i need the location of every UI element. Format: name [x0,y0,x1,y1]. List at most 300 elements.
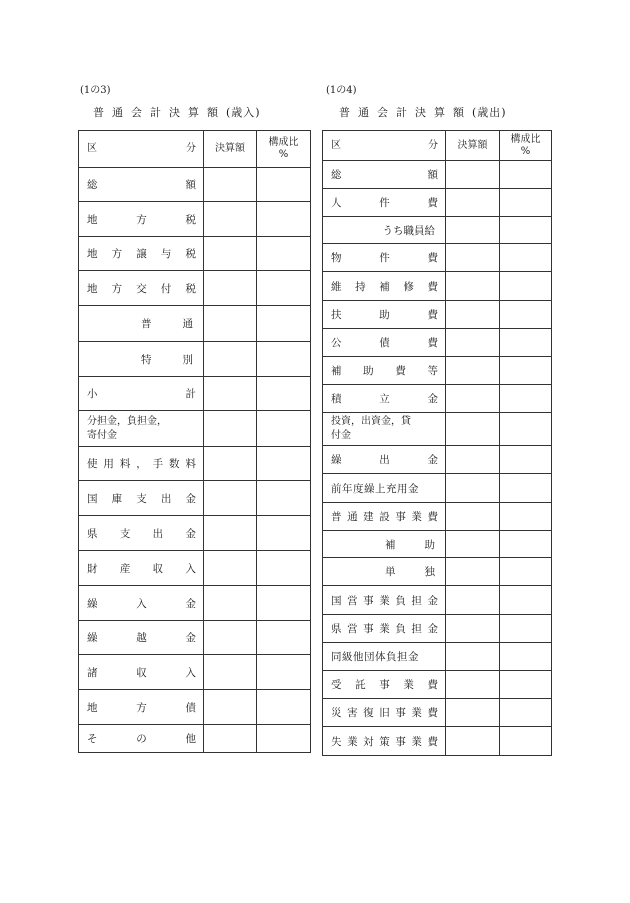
label-char: 事 [395,735,406,748]
label-char: 業 [347,735,358,748]
ratio-cell [257,655,311,690]
label-char: 地 [87,213,98,226]
row-label [79,526,203,541]
label-char: 等 [427,365,438,377]
label-char: 繰 [87,597,98,610]
table-title-expenditure [339,104,507,120]
ratio-cell [257,168,311,202]
label-char: 金 [185,632,196,644]
ratio-cell [500,329,552,357]
table-row [79,725,311,753]
label-char: 費 [427,309,438,321]
amount-cell [204,202,257,237]
amount-cell [204,377,257,411]
table-row [79,411,311,447]
row-label [79,143,203,155]
label-char: 事 [395,707,406,719]
label-char: 費 [427,280,438,293]
amount-cell [446,413,500,446]
amount-cell [446,272,500,301]
amount-cell [204,306,257,342]
amount-cell [204,690,257,725]
ratio-cell [500,446,552,474]
label-char: 積 [331,393,342,405]
row-label [79,456,203,471]
label-char: 譲 [136,248,147,260]
label-char: 産 [119,562,131,575]
amount-cell [446,503,500,531]
label-char: 手 [152,458,164,470]
row-label [323,452,445,467]
table-title-revenue [93,104,261,120]
label-char: 区 [331,139,341,151]
row-label [323,593,445,608]
label-char: 費 [395,365,406,377]
row-label [79,386,203,401]
row-label [323,705,445,720]
ratio-cell [500,699,552,727]
label-char: 通 [347,511,358,523]
page-label-left: (1の3) [80,85,111,96]
label-char: 料 [119,458,131,470]
ratio-cell [500,586,552,615]
ratio-cell [257,271,311,306]
label-char: 営 [347,594,358,607]
label-char: 普 [331,511,342,523]
ratio-cell [500,474,552,503]
label-char: 金 [185,527,196,540]
amount-cell [204,168,257,202]
ratio-cell [500,301,552,329]
table-row [79,202,311,237]
label-char: 県 [87,527,98,540]
label-char: 補 [385,538,396,551]
ratio-cell [500,643,552,671]
label-char: 業 [379,594,390,607]
label-char: 業 [411,735,422,748]
amount-cell [446,474,500,503]
label-char: 助 [379,309,390,321]
table-row [79,655,311,690]
amount-cell [446,217,500,244]
label-char: 税 [185,213,196,226]
table-row [323,244,552,272]
ratio-cell [500,413,552,446]
ratio-cell [257,202,311,237]
ratio-cell [500,727,552,756]
label-char: 事 [379,679,390,691]
amount-cell [204,411,257,447]
label-char: 費 [427,252,438,264]
ratio-cell [500,217,552,244]
label-char: 人 [331,197,342,209]
amount-cell [446,244,500,272]
amount-cell [204,342,257,377]
table-row [323,474,552,503]
row-label [323,537,445,552]
label-char: 他 [185,733,196,745]
table-row [79,690,311,725]
label-char: 託 [355,679,366,691]
table-row [323,272,552,301]
label-char: 税 [185,282,196,295]
ratio-cell [257,551,311,586]
label-char: の [136,733,147,745]
amount-cell [204,271,257,306]
amount-cell [204,621,257,655]
label-char: 助 [424,538,435,551]
table-row [323,413,552,446]
label-char: 助 [363,365,374,377]
row-label [323,734,445,749]
expenditure-table [322,130,552,756]
label-char: 補 [331,365,342,377]
amount-cell [204,725,257,753]
table-row [323,586,552,615]
amount-cell [446,161,500,189]
label-char: 業 [411,707,422,719]
label-char: 災 [331,707,342,719]
label-char: 繰 [331,454,342,466]
row-label [79,665,203,680]
label-char: 建 [363,511,374,523]
label-char: 事 [363,623,374,635]
row-label [79,731,203,746]
table-row [79,342,311,377]
label-char: 入 [185,562,196,575]
row-label [323,335,445,350]
amount-cell [204,551,257,586]
table-row [323,385,552,413]
ratio-cell [257,411,311,447]
table-row [323,446,552,474]
label-char: 国 [87,492,98,505]
label-char: 用 [103,458,114,470]
ratio-cell [257,725,311,753]
amount-cell [446,446,500,474]
header-category [323,131,446,161]
label-char: 費 [427,707,438,719]
row-label [323,509,445,524]
label-char: 額 [427,169,438,181]
label-char: 料 [185,458,196,470]
row-label [323,564,445,579]
row-label [79,700,203,715]
label-char: 付 [160,282,172,295]
label-char: 財 [87,562,98,575]
header-amount: 決算額 [446,131,500,161]
table-row [323,503,552,531]
label-char: 方 [136,701,147,714]
header-amount: 決算額 [204,131,257,168]
page-label-right: (1の4) [326,85,357,96]
label-char: 支 [119,527,131,540]
row-label [323,363,445,378]
label-char: 方 [111,282,123,295]
table-row [323,301,552,329]
label-char: 独 [424,566,435,578]
amount-cell [446,586,500,615]
row-label [79,352,203,367]
table-row [79,447,311,481]
table-row [79,168,311,202]
amount-cell [204,447,257,481]
label-char: 修 [403,280,414,293]
label-char: 金 [427,623,438,635]
label-char: 方 [136,213,147,226]
amount-cell [204,655,257,690]
label-char: 県 [331,623,342,635]
label-char: 出 [379,454,390,466]
label-char: 立 [379,393,390,405]
label-char: 金 [427,594,438,607]
label-char: 営 [347,623,358,635]
amount-cell [446,329,500,357]
label-char: 地 [87,248,98,260]
table-row [79,551,311,586]
row-label [79,212,203,227]
label-char: 担 [411,594,422,607]
ratio-cell [500,272,552,301]
label-char: 担 [411,623,422,635]
row-label: 前年度繰上充用金 [331,482,419,495]
label-char: 金 [427,454,438,466]
header-ratio: 構成比 % [500,131,552,161]
label-char: そ [87,733,98,745]
amount-cell [446,699,500,727]
label-char: 交 [136,282,147,295]
ratio-cell [500,531,552,558]
label-char: 額 [185,179,196,191]
ratio-cell [500,161,552,189]
row-label [323,391,445,406]
ratio-cell [257,481,311,516]
label-char: 失 [331,735,342,748]
label-char: 金 [427,393,438,405]
label-char: 分 [186,143,196,154]
label-char: 区 [87,143,97,154]
ratio-cell [500,385,552,413]
ratio-cell [500,671,552,699]
row-label: 投資，出資金，貸 付金 [331,416,411,441]
ratio-cell [257,690,311,725]
label-char: 地 [87,701,98,714]
label-char: 費 [427,337,438,349]
ratio-cell [257,586,311,621]
ratio-cell [257,377,311,411]
label-char: 害 [347,707,358,719]
label-char: 繰 [87,632,98,644]
title-subtitle: (歳入) [226,106,261,119]
amount-cell [446,558,500,586]
table-row [323,161,552,189]
label-char: 数 [169,458,180,470]
row-label: うち職員給 [382,224,435,237]
label-char: 地 [87,282,98,295]
ratio-cell [500,558,552,586]
label-char: 単 [385,566,396,578]
label-char: 越 [136,632,147,644]
amount-cell [204,237,257,271]
table-row [323,558,552,586]
row-label [79,596,203,611]
label-char: 費 [427,679,438,691]
label-char: 入 [136,597,147,610]
table-row [79,271,311,306]
label-char: 出 [152,527,164,540]
amount-cell [446,531,500,558]
label-char: 通 [182,318,193,330]
label-char: 扶 [331,309,342,321]
table-row [323,531,552,558]
amount-cell [446,357,500,385]
amount-cell [446,189,500,217]
ratio-cell [257,237,311,271]
label-char: 費 [427,197,438,209]
label-char: 金 [185,492,196,505]
header-row [323,131,552,161]
label-char: 負 [395,623,406,635]
header-category [79,131,204,168]
row-label: 分担金，負担金， 寄付金 [87,415,167,441]
table-row [323,329,552,357]
label-char: 負 [395,594,406,607]
label-char: 維 [331,280,342,293]
table-row [323,643,552,671]
amount-cell [446,385,500,413]
row-label [79,316,203,331]
label-char: ， [136,458,147,470]
amount-cell [204,516,257,551]
label-char: 債 [379,337,390,349]
table-row [79,481,311,516]
label-char: 持 [355,280,366,293]
label-char: 使 [87,458,98,470]
table-row [79,621,311,655]
row-label: 同級他団体負担金 [331,651,419,663]
label-char: 費 [427,735,438,748]
row-label [323,140,445,152]
label-char: 与 [160,248,172,260]
label-char: 受 [331,679,342,691]
table-row [323,727,552,756]
table-row [323,699,552,727]
title-subtitle: (歳出) [472,106,507,119]
row-label [323,279,445,294]
row-label [79,246,203,261]
table-row [79,377,311,411]
row-label [79,177,203,192]
row-label [79,630,203,645]
label-char: 総 [87,179,98,191]
ratio-cell [257,516,311,551]
label-char: 収 [152,562,164,575]
label-char: 特 [141,353,152,366]
ratio-cell [257,306,311,342]
table-row [79,306,311,342]
header-row [79,131,311,168]
label-char: 補 [379,280,390,293]
table-row [323,671,552,699]
ratio-cell [500,357,552,385]
label-char: 設 [379,511,390,523]
row-label [79,281,203,296]
label-char: 対 [363,735,374,748]
label-char: 支 [136,492,147,505]
label-char: 小 [87,388,98,400]
title-text: 普通会計決算額 [339,106,472,119]
label-char: 公 [331,337,342,349]
table-row [323,189,552,217]
amount-cell [446,643,500,671]
row-label [323,621,445,636]
table-row [79,237,311,271]
label-char: 事 [395,511,406,523]
row-label [323,250,445,265]
label-char: 普 [141,318,152,330]
amount-cell [204,586,257,621]
label-char: 業 [411,511,422,523]
label-char: 入 [185,666,196,679]
label-char: 諸 [87,666,98,679]
amount-cell [446,301,500,329]
label-char: 出 [160,492,172,505]
label-char: 総 [331,169,342,181]
amount-cell [204,481,257,516]
ratio-cell [257,447,311,481]
label-char: 件 [379,197,390,209]
label-char: 債 [185,701,196,714]
revenue-table [78,130,311,753]
label-char: 方 [111,248,123,260]
amount-cell [446,615,500,643]
label-char: 金 [185,597,196,610]
label-char: 費 [427,511,438,523]
amount-cell [446,671,500,699]
row-label [323,307,445,322]
ratio-cell [500,615,552,643]
table-row [79,586,311,621]
table-row [323,217,552,244]
label-char: 分 [428,139,438,151]
ratio-cell [500,244,552,272]
table-row [323,357,552,385]
ratio-cell [257,342,311,377]
label-char: 業 [403,679,414,691]
ratio-cell [257,621,311,655]
row-label [323,677,445,692]
amount-cell [446,727,500,756]
label-char: 計 [185,388,196,400]
label-char: 復 [363,707,374,719]
label-char: 業 [379,623,390,635]
label-char: 税 [185,248,196,260]
label-char: 国 [331,594,342,607]
row-label [79,491,203,506]
ratio-cell [500,189,552,217]
title-text: 普通会計決算額 [93,106,226,119]
label-char: 庫 [111,492,123,505]
label-char: 旧 [379,707,390,719]
label-char: 別 [182,353,193,366]
label-char: 事 [363,594,374,607]
label-char: 収 [136,666,147,679]
label-char: 策 [379,735,390,748]
label-char: 件 [379,252,390,264]
row-label [323,167,445,182]
header-ratio: 構成比 % [257,131,311,168]
row-label [79,561,203,576]
